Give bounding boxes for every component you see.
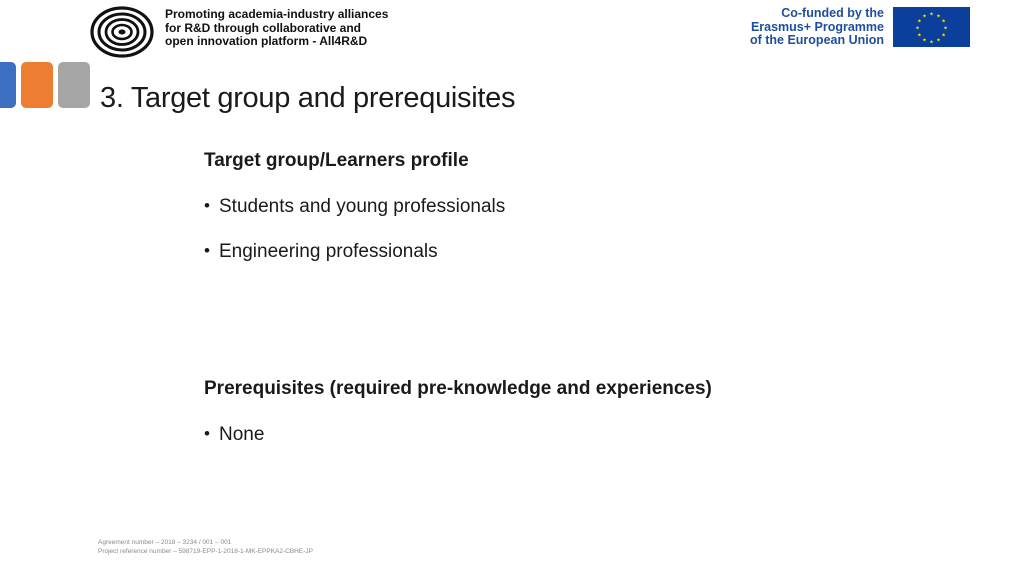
target-group-item: • Students and young professionals (204, 196, 505, 218)
blue-tab (0, 62, 16, 108)
project-title-line: open innovation platform - All4R&D (165, 34, 368, 48)
project-title (165, 8, 388, 49)
orange-tab (21, 62, 53, 108)
target-group-heading: Target group/Learners profile (204, 150, 469, 171)
target-group-item: • Engineering professionals (204, 241, 438, 263)
svg-text:★: ★ (922, 37, 927, 44)
svg-text:★: ★ (943, 25, 948, 32)
svg-text:★: ★ (917, 18, 922, 25)
svg-text:★: ★ (941, 18, 946, 25)
project-title-line: Promoting academia-industry alliances (165, 7, 389, 21)
eu-flag-icon (893, 7, 970, 47)
agreement-number: Agreement number – 2018 – 3234 / 001 – 001 (98, 539, 232, 546)
svg-text:★: ★ (915, 25, 920, 32)
prerequisites-item: • None (204, 424, 264, 446)
svg-text:★: ★ (922, 13, 927, 20)
project-title-line: for R&D through collaborative and (165, 20, 362, 35)
gray-tab (58, 62, 90, 108)
prerequisites-heading: Prerequisites (required pre-knowledge and experiences) (204, 378, 712, 399)
eu-text-line: of the European Union (749, 33, 884, 47)
eu-text-line: Co-funded by the (781, 6, 884, 20)
svg-text:★: ★ (936, 37, 941, 44)
svg-text:★: ★ (929, 39, 934, 46)
concentric-circles-logo-icon (90, 6, 154, 58)
slide-title: 3. Target group and prerequisites (100, 82, 516, 114)
project-reference: Project reference number – 598719-EPP-1-2018-1-MK-EPPKA2-CBHE-JP (98, 548, 313, 555)
eu-text-line: Erasmus+ Programme (750, 19, 884, 34)
eu-cofunding-text (712, 7, 884, 48)
slide-footer (98, 538, 313, 556)
svg-text:★: ★ (941, 32, 946, 39)
svg-text:★: ★ (936, 13, 941, 20)
svg-text:★: ★ (929, 11, 934, 18)
slide-header (0, 0, 1024, 62)
svg-text:★: ★ (917, 32, 922, 39)
